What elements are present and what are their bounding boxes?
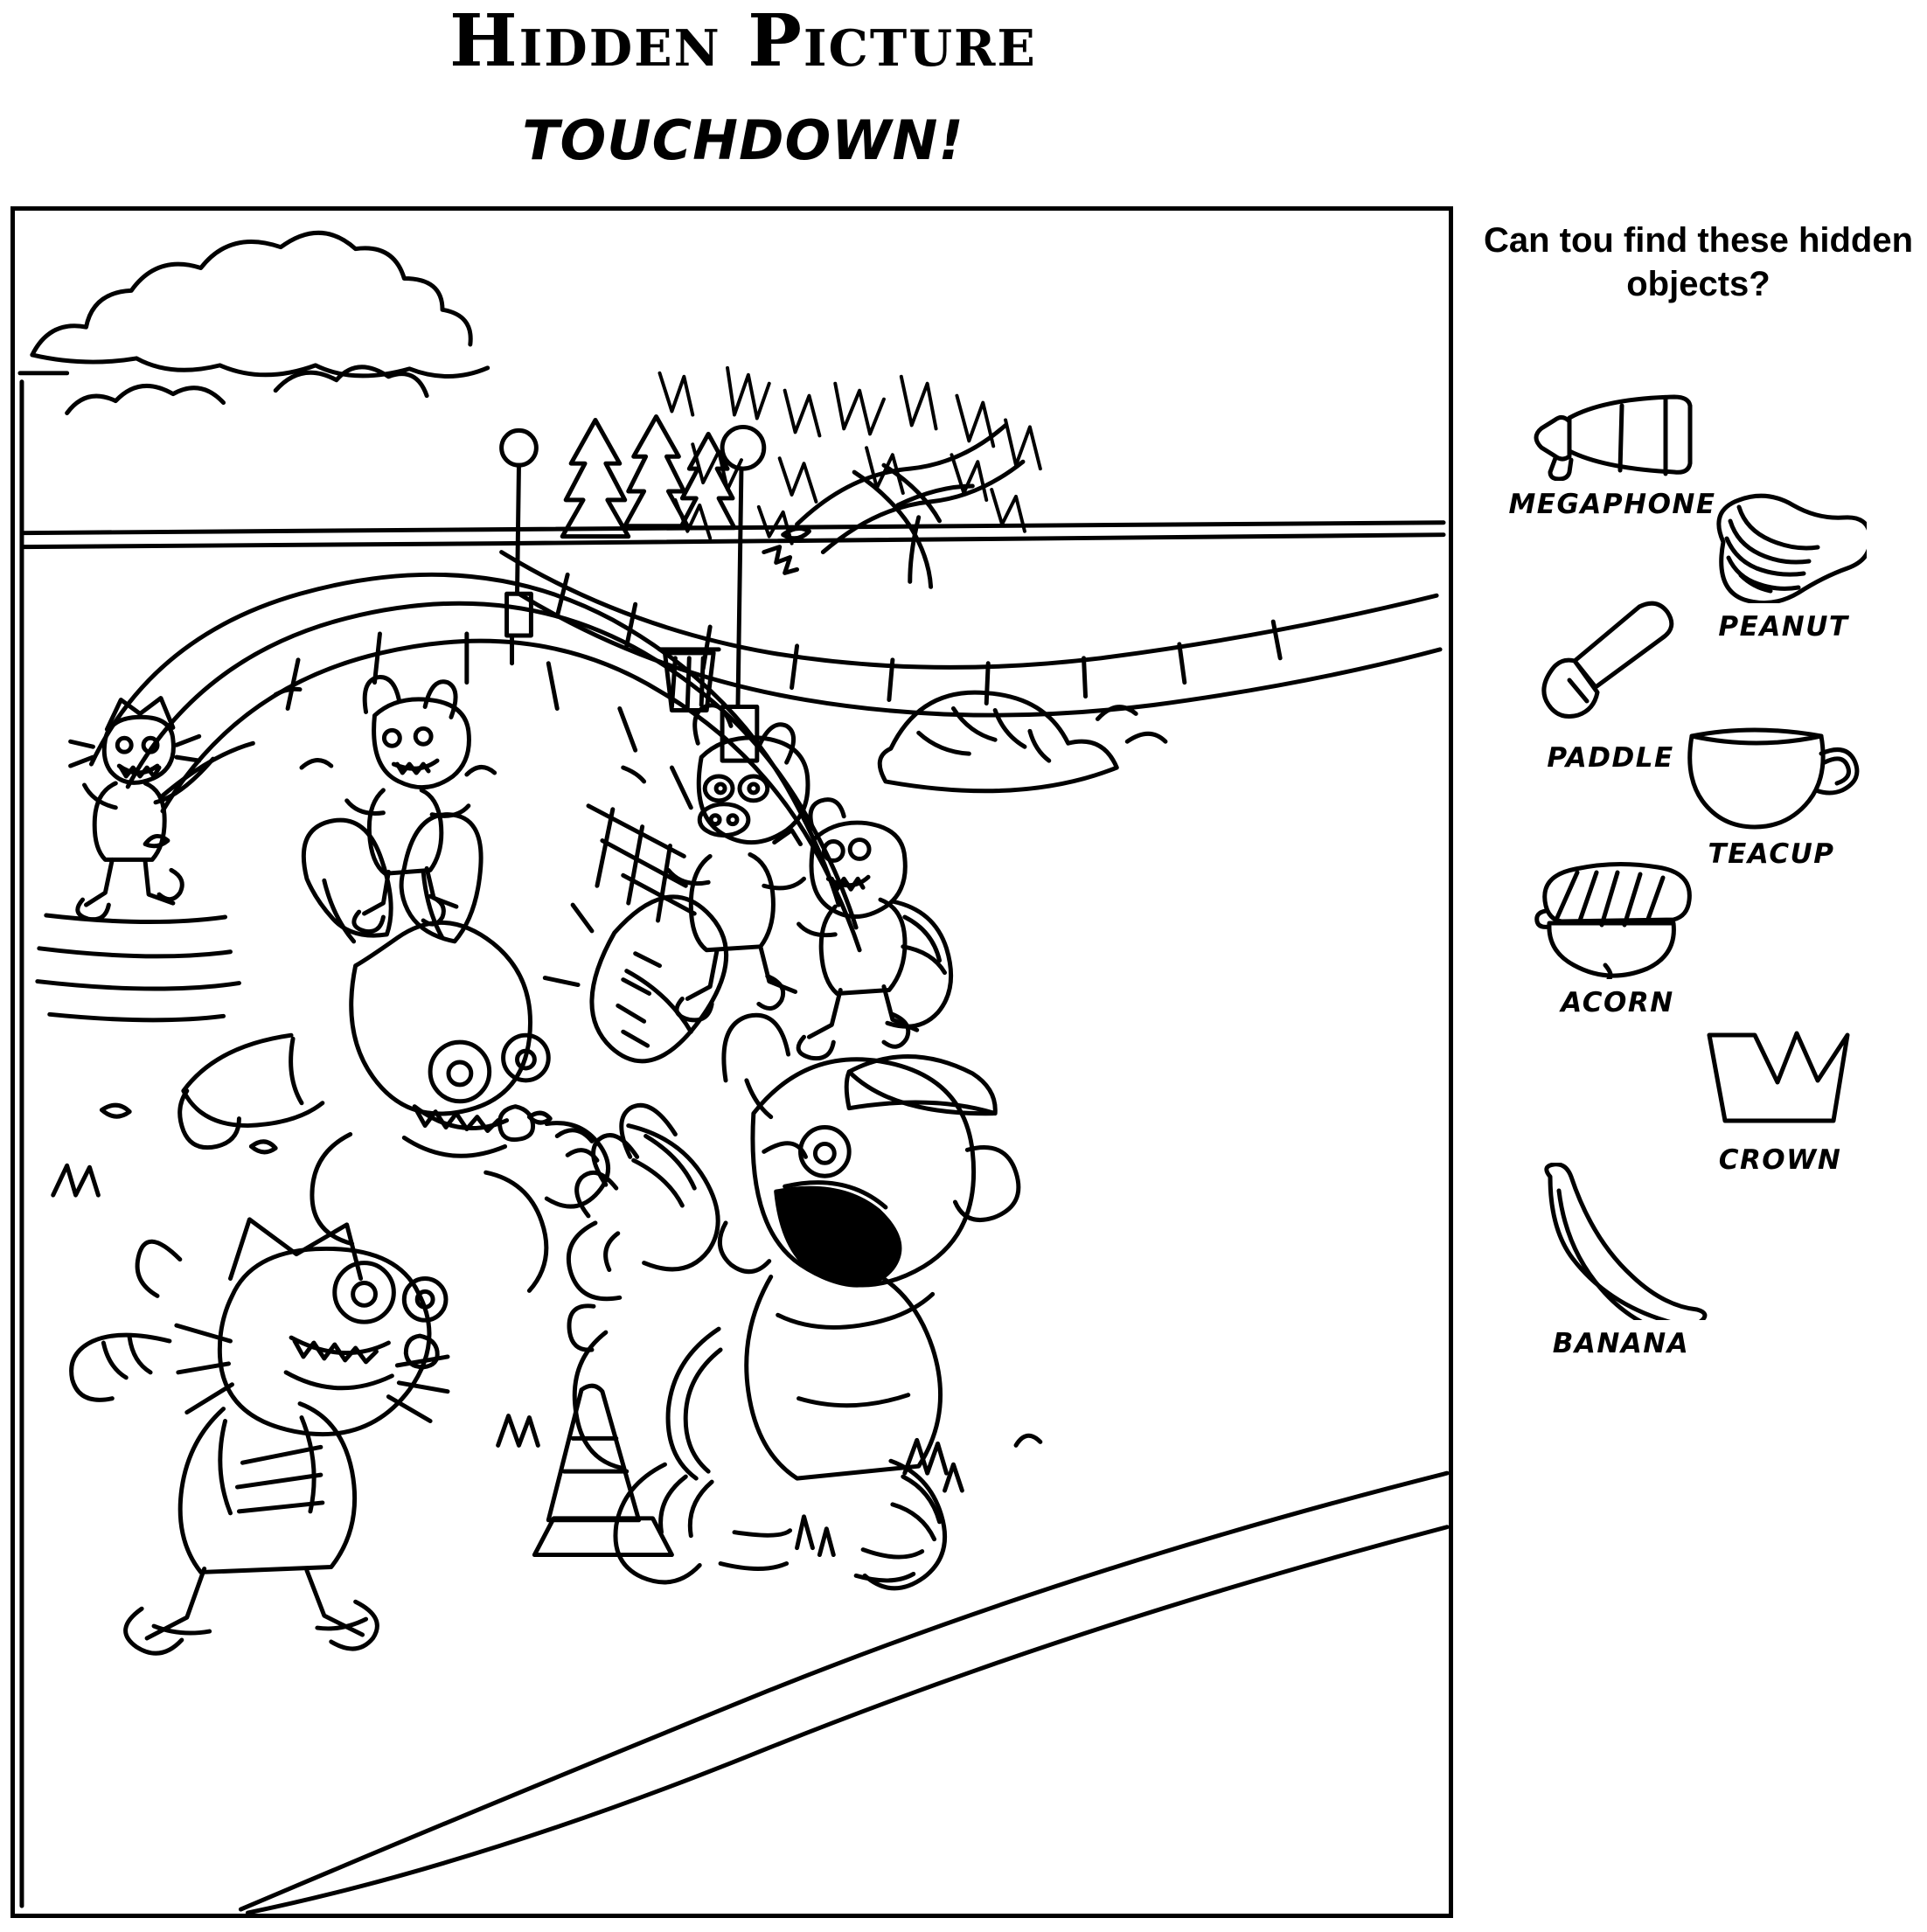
grass-and-motion-marks (38, 761, 1040, 1555)
hidden-object-label: ACORN (1561, 987, 1674, 1018)
crown-icon (1649, 1023, 1911, 1141)
acorn-icon (1486, 857, 1749, 983)
hidden-object-label: CROWN (1718, 1144, 1842, 1176)
page-subtitle: TOUCHDOWN! (522, 108, 964, 172)
hidden-object-crown (1649, 1023, 1911, 1176)
hidden-object-banana (1490, 1163, 1752, 1359)
panel-question: Can tou find these hidden objects? (1483, 221, 1914, 303)
pine-trees-icon (562, 417, 734, 537)
character-cat-player (72, 1220, 448, 1653)
hidden-object-label: PADDLE (1547, 742, 1674, 774)
foreground-path (240, 1473, 1447, 1913)
character-bear-player-with-cap (568, 1015, 1019, 1588)
fallen-tree-icon (764, 425, 1023, 587)
scene-illustration (10, 206, 1453, 1918)
peanut-icon (1652, 490, 1915, 608)
hidden-object-label: MEGAPHONE (1508, 489, 1716, 520)
bushes-icon (880, 692, 1165, 791)
hidden-objects-panel (1478, 219, 1919, 1915)
clouds-icon (32, 233, 488, 413)
page-title: Hidden Picture (449, 0, 1037, 83)
hidden-object-label: BANANA (1552, 1328, 1690, 1359)
hidden-object-acorn (1486, 857, 1749, 1018)
goal-post-left-icon (502, 430, 537, 663)
hidden-object-label: PEANUT (1718, 611, 1849, 643)
banana-icon (1490, 1163, 1752, 1324)
background-foliage (660, 368, 1040, 544)
hidden-object-label: TEACUP (1708, 838, 1835, 870)
character-dog-running (347, 678, 470, 932)
character-rabbit-player (180, 815, 609, 1291)
megaphone-icon (1481, 393, 1743, 485)
teacup-icon (1640, 717, 1903, 835)
hidden-object-teacup (1640, 717, 1903, 870)
character-turtle-running (798, 800, 950, 1059)
football-icon (545, 897, 726, 1061)
